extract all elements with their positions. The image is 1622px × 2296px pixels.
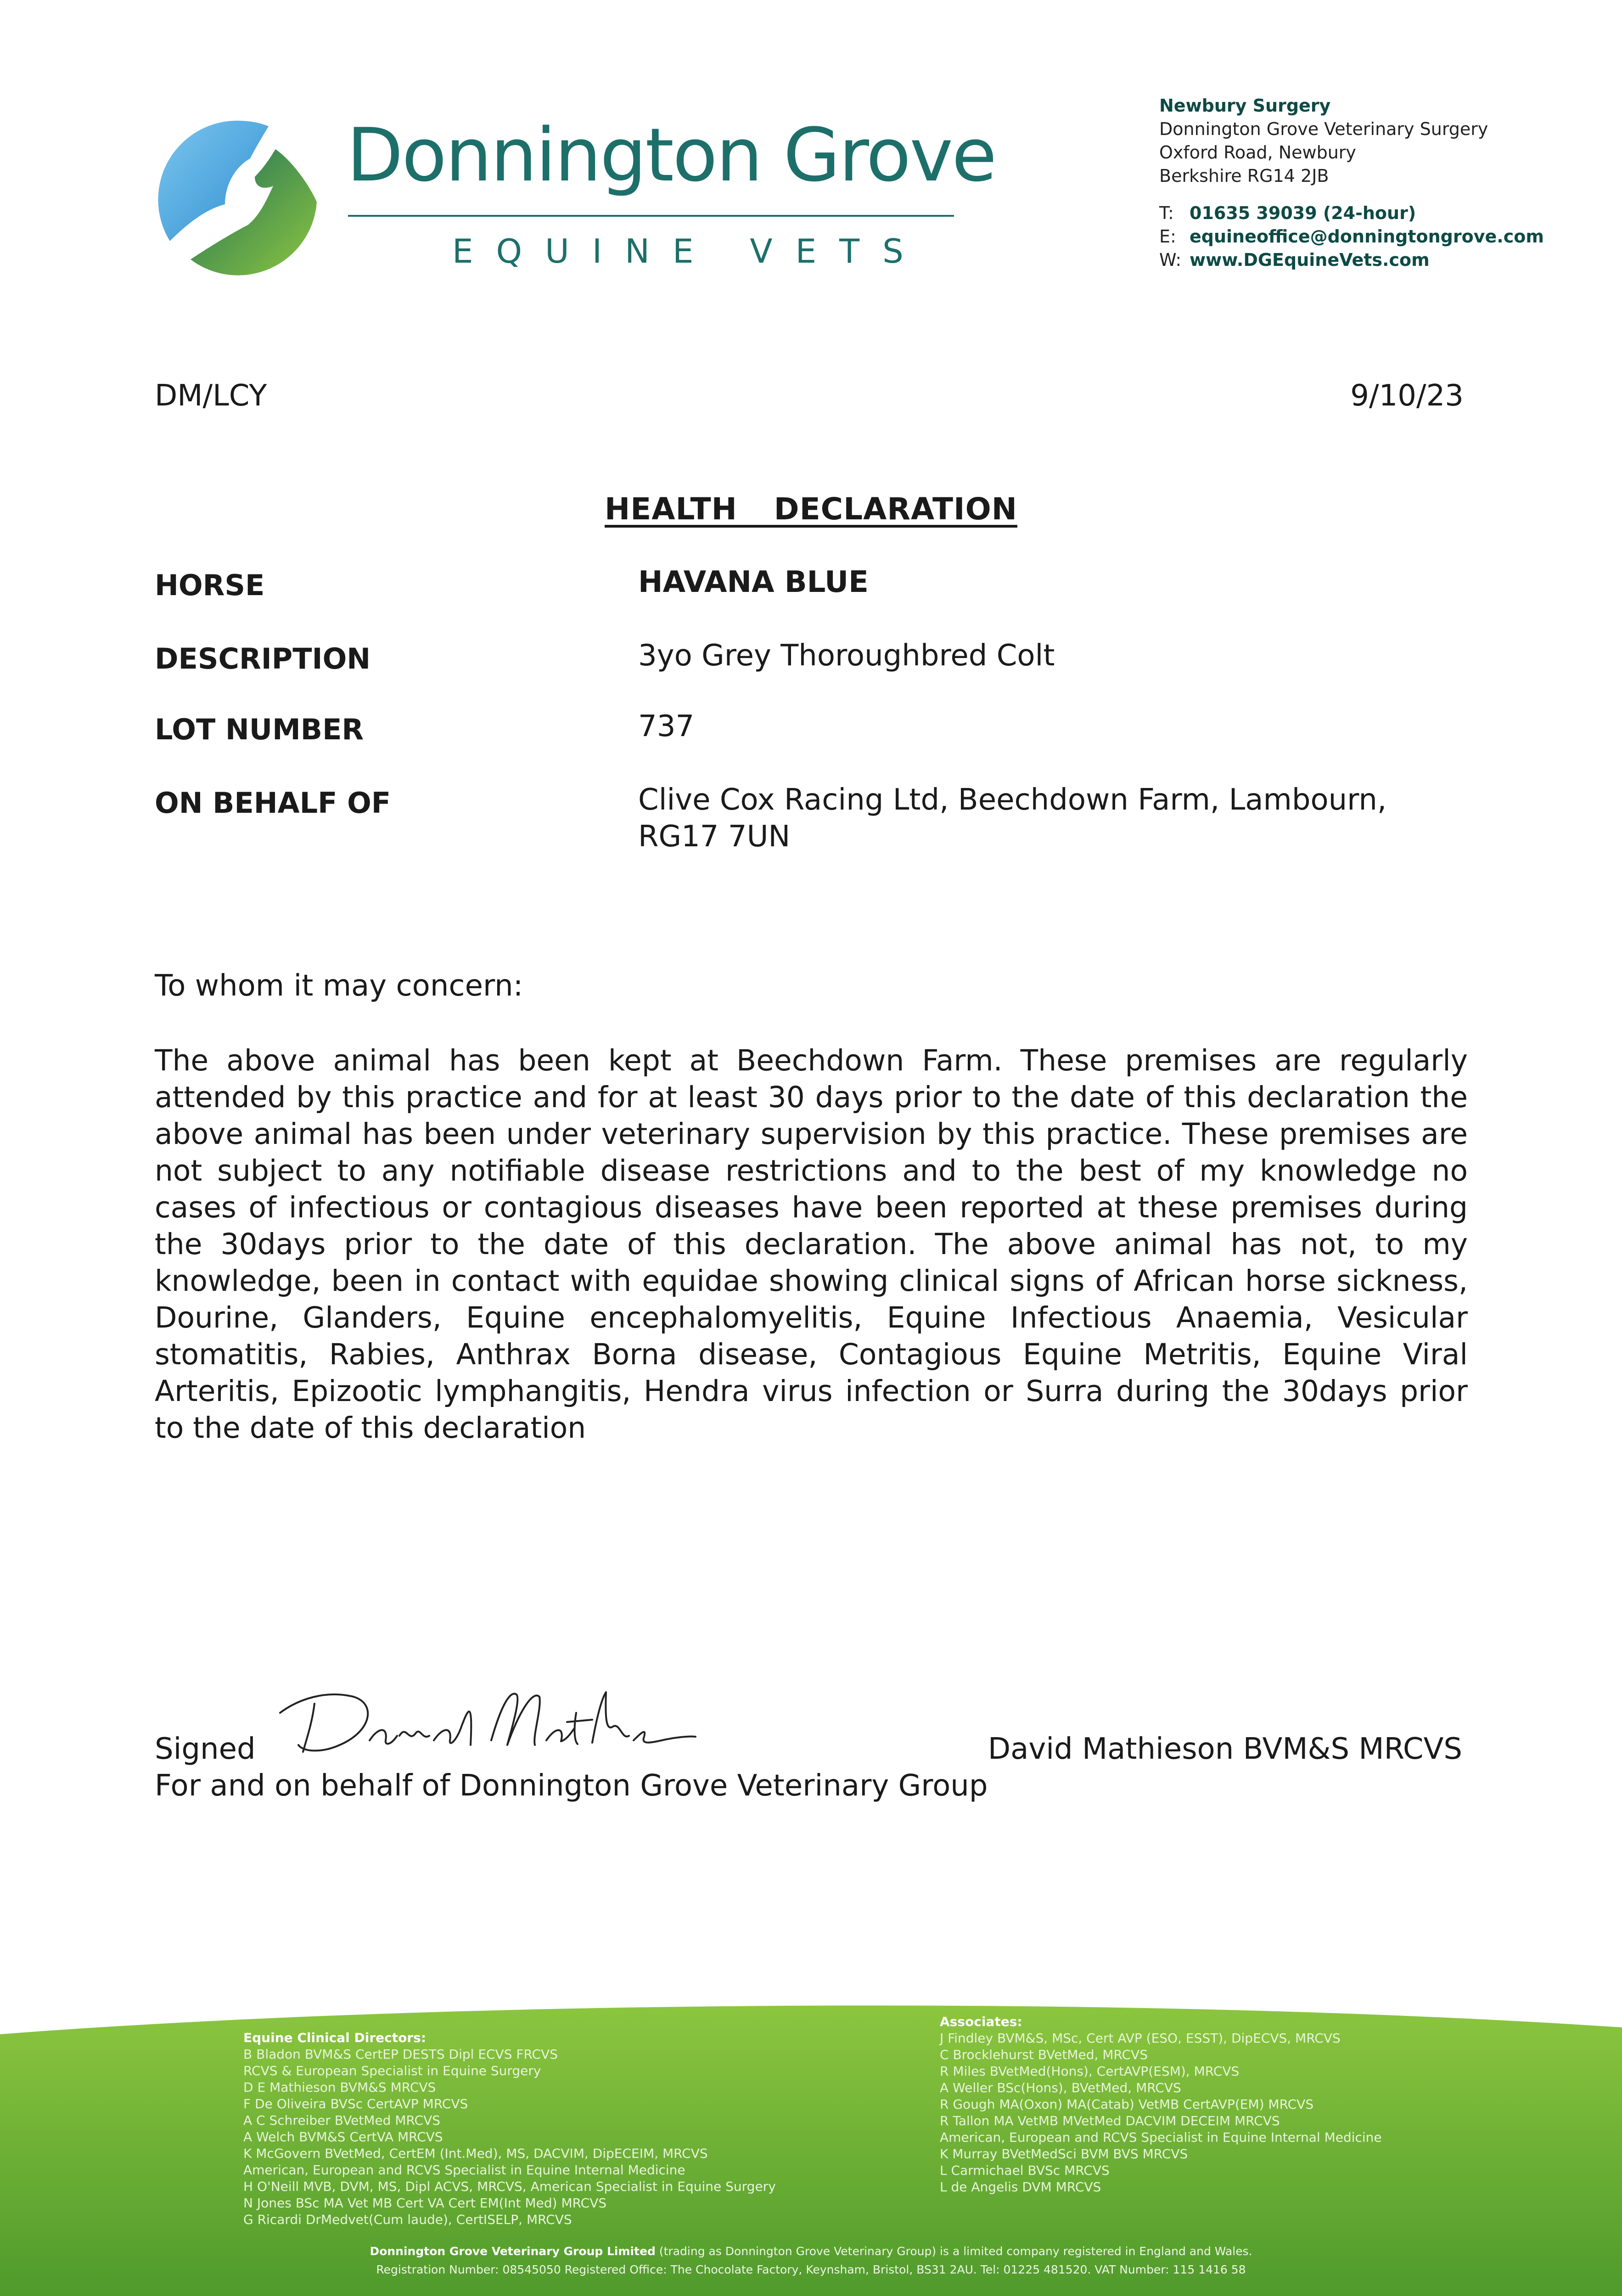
address-line: Donnington Grove Veterinary Surgery [1159,119,1488,139]
associate-entry: R Tallon MA VetMB MVetMed DACVIM DECEIM MRCVS [940,2113,1280,2128]
legal-line-1 [0,2245,1622,2258]
web-line [1159,248,1544,272]
field-value-horse: HAVANA BLUE [638,565,869,599]
director-entry: H O'Neill MVB, DVM, MS, Dipl ACVS, MRCVS, American Specialist in Equine Surgery [243,2179,776,2194]
director-entry: K McGovern BVetMed, CertEM (Int.Med), MS, DACVIM, DipECEIM, MRCVS [243,2146,708,2161]
web-label: W: [1159,250,1182,270]
on-behalf-statement: For and on behalf of Donnington Grove Veterinary Group [155,1769,988,1803]
on-behalf-line-1: Clive Cox Racing Ltd, Beechdown Farm, Lambourn, [638,783,1387,817]
signed-label: Signed [155,1732,256,1766]
director-entry: A Welch BVM&S CertVA MRCVS [243,2129,443,2144]
director-entry: B Bladon BVM&S CertEP DESTS Dipl ECVS FRCVS [243,2047,558,2062]
associates-heading: Associates: [940,2014,1022,2029]
email-link[interactable]: equineoffice@donningtongrove.com [1190,226,1544,247]
document-title: HEALTH DECLARATION [605,491,1017,527]
declaration-body: The above animal has been kept at Beechdown Farm. These premises are regularly attended by this practice and for at least 30 days prior to the date of this declaration the above animal has been under veterinary supervision by this practice. These premises are not subject to any notifiable disease restrictions and to the best of my knowledge no cases of infectious or contagious diseases have been reported at these premises during the 30days prior to the date of this declaration. The above animal has not, to my knowledge, been in contact with equidae showing clinical signs of African horse sickness, Dourine, Glanders, Equine encephalomyelitis, Equine Infectious Anaemia, Vesicular stomatitis, Rabies, Anthrax Borna disease, Contagious Equine Metritis, Equine Viral Arteritis, Epizootic lymphangitis, Hendra virus infection or Surra during the 30days prior to the date of this declaration [155,1044,1468,1445]
surgery-name: Newbury Surgery [1159,96,1331,116]
brand-divider [348,215,954,217]
field-label-lot-number: LOT NUMBER [155,713,364,746]
field-value-description: 3yo Grey Thoroughbred Colt [638,639,1055,673]
associate-entry: J Findley BVM&S, MSc, Cert AVP (ESO, ESST), DipECVS, MRCVS [940,2031,1341,2046]
directors-list [243,2030,776,2228]
signer-name: David Mathieson BVM&S MRCVS [988,1732,1462,1766]
field-label-on-behalf-of: ON BEHALF OF [155,786,391,820]
reference-code: DM/LCY [155,379,267,413]
director-entry: F De Oliveira BVSc CertAVP MRCVS [243,2096,468,2111]
address-line: Berkshire RG14 2JB [1159,166,1329,186]
associate-entry: R Miles BVetMed(Hons), CertAVP(ESM), MRCVS [940,2064,1240,2079]
field-value-on-behalf-of [638,782,1487,855]
email-label: E: [1159,226,1176,247]
director-entry: N Jones BSc MA Vet MB Cert VA Cert EM(Int Med) MRCVS [243,2195,607,2211]
director-entry: D E Mathieson BVM&S MRCVS [243,2080,436,2095]
horse-logo-icon [156,117,321,282]
director-entry: RCVS & European Specialist in Equine Surgery [243,2063,541,2078]
phone-label: T: [1159,203,1174,223]
field-value-lot-number: 737 [638,709,695,743]
phone-number: 01635 39039 (24-hour) [1190,203,1416,223]
signature-image [271,1671,698,1763]
associate-entry: K Murray BVetMedSci BVM BVS MRCVS [940,2146,1188,2161]
phone-line [1159,202,1544,225]
associate-entry: L Carmichael BVSc MRCVS [940,2163,1110,2178]
website-link[interactable]: www.DGEquineVets.com [1190,250,1430,270]
contact-block [1159,94,1544,272]
field-label-description: DESCRIPTION [155,642,371,675]
company-status: (trading as Donnington Grove Veterinary Group) is a limited company registered in England and Wales. [655,2245,1252,2258]
directors-heading: Equine Clinical Directors: [243,2030,427,2045]
letter-date: 9/10/23 [1350,379,1464,413]
associate-entry: C Brocklehurst BVetMed, MRCVS [940,2047,1148,2062]
address-line: Oxford Road, Newbury [1159,142,1356,163]
associate-entry: R Gough MA(Oxon) MA(Catab) VetMB CertAVP(EM) MRCVS [940,2097,1314,2112]
associates-list [940,2014,1382,2195]
on-behalf-line-2: RG17 7UN [638,820,791,854]
company-name: Donnington Grove Veterinary Group Limited [370,2245,656,2258]
salutation: To whom it may concern: [155,969,523,1003]
brand-name: Donnington Grove [347,112,996,198]
email-line [1159,225,1544,248]
director-entry: American, European and RCVS Specialist in Equine Internal Medicine [243,2162,685,2178]
legal-line-2: Registration Number: 08545050 Registered Office: The Chocolate Factory, Keynsham, Bristol, BS31 2AU. Tel: 01225 481520. VAT Number: 115 1416 58 [376,2263,1246,2276]
brand-subtitle: EQUINE VETS [452,232,926,270]
associate-entry: American, European and RCVS Specialist in Equine Internal Medicine [940,2130,1382,2145]
associate-entry: A Weller BSc(Hons), BVetMed, MRCVS [940,2080,1181,2095]
director-entry: G Ricardi DrMedvet(Cum laude), CertISELP, MRCVS [243,2212,572,2227]
associate-entry: L de Angelis DVM MRCVS [940,2179,1101,2195]
director-entry: A C Schreiber BVetMed MRCVS [243,2113,441,2128]
field-label-horse: HORSE [155,568,265,602]
